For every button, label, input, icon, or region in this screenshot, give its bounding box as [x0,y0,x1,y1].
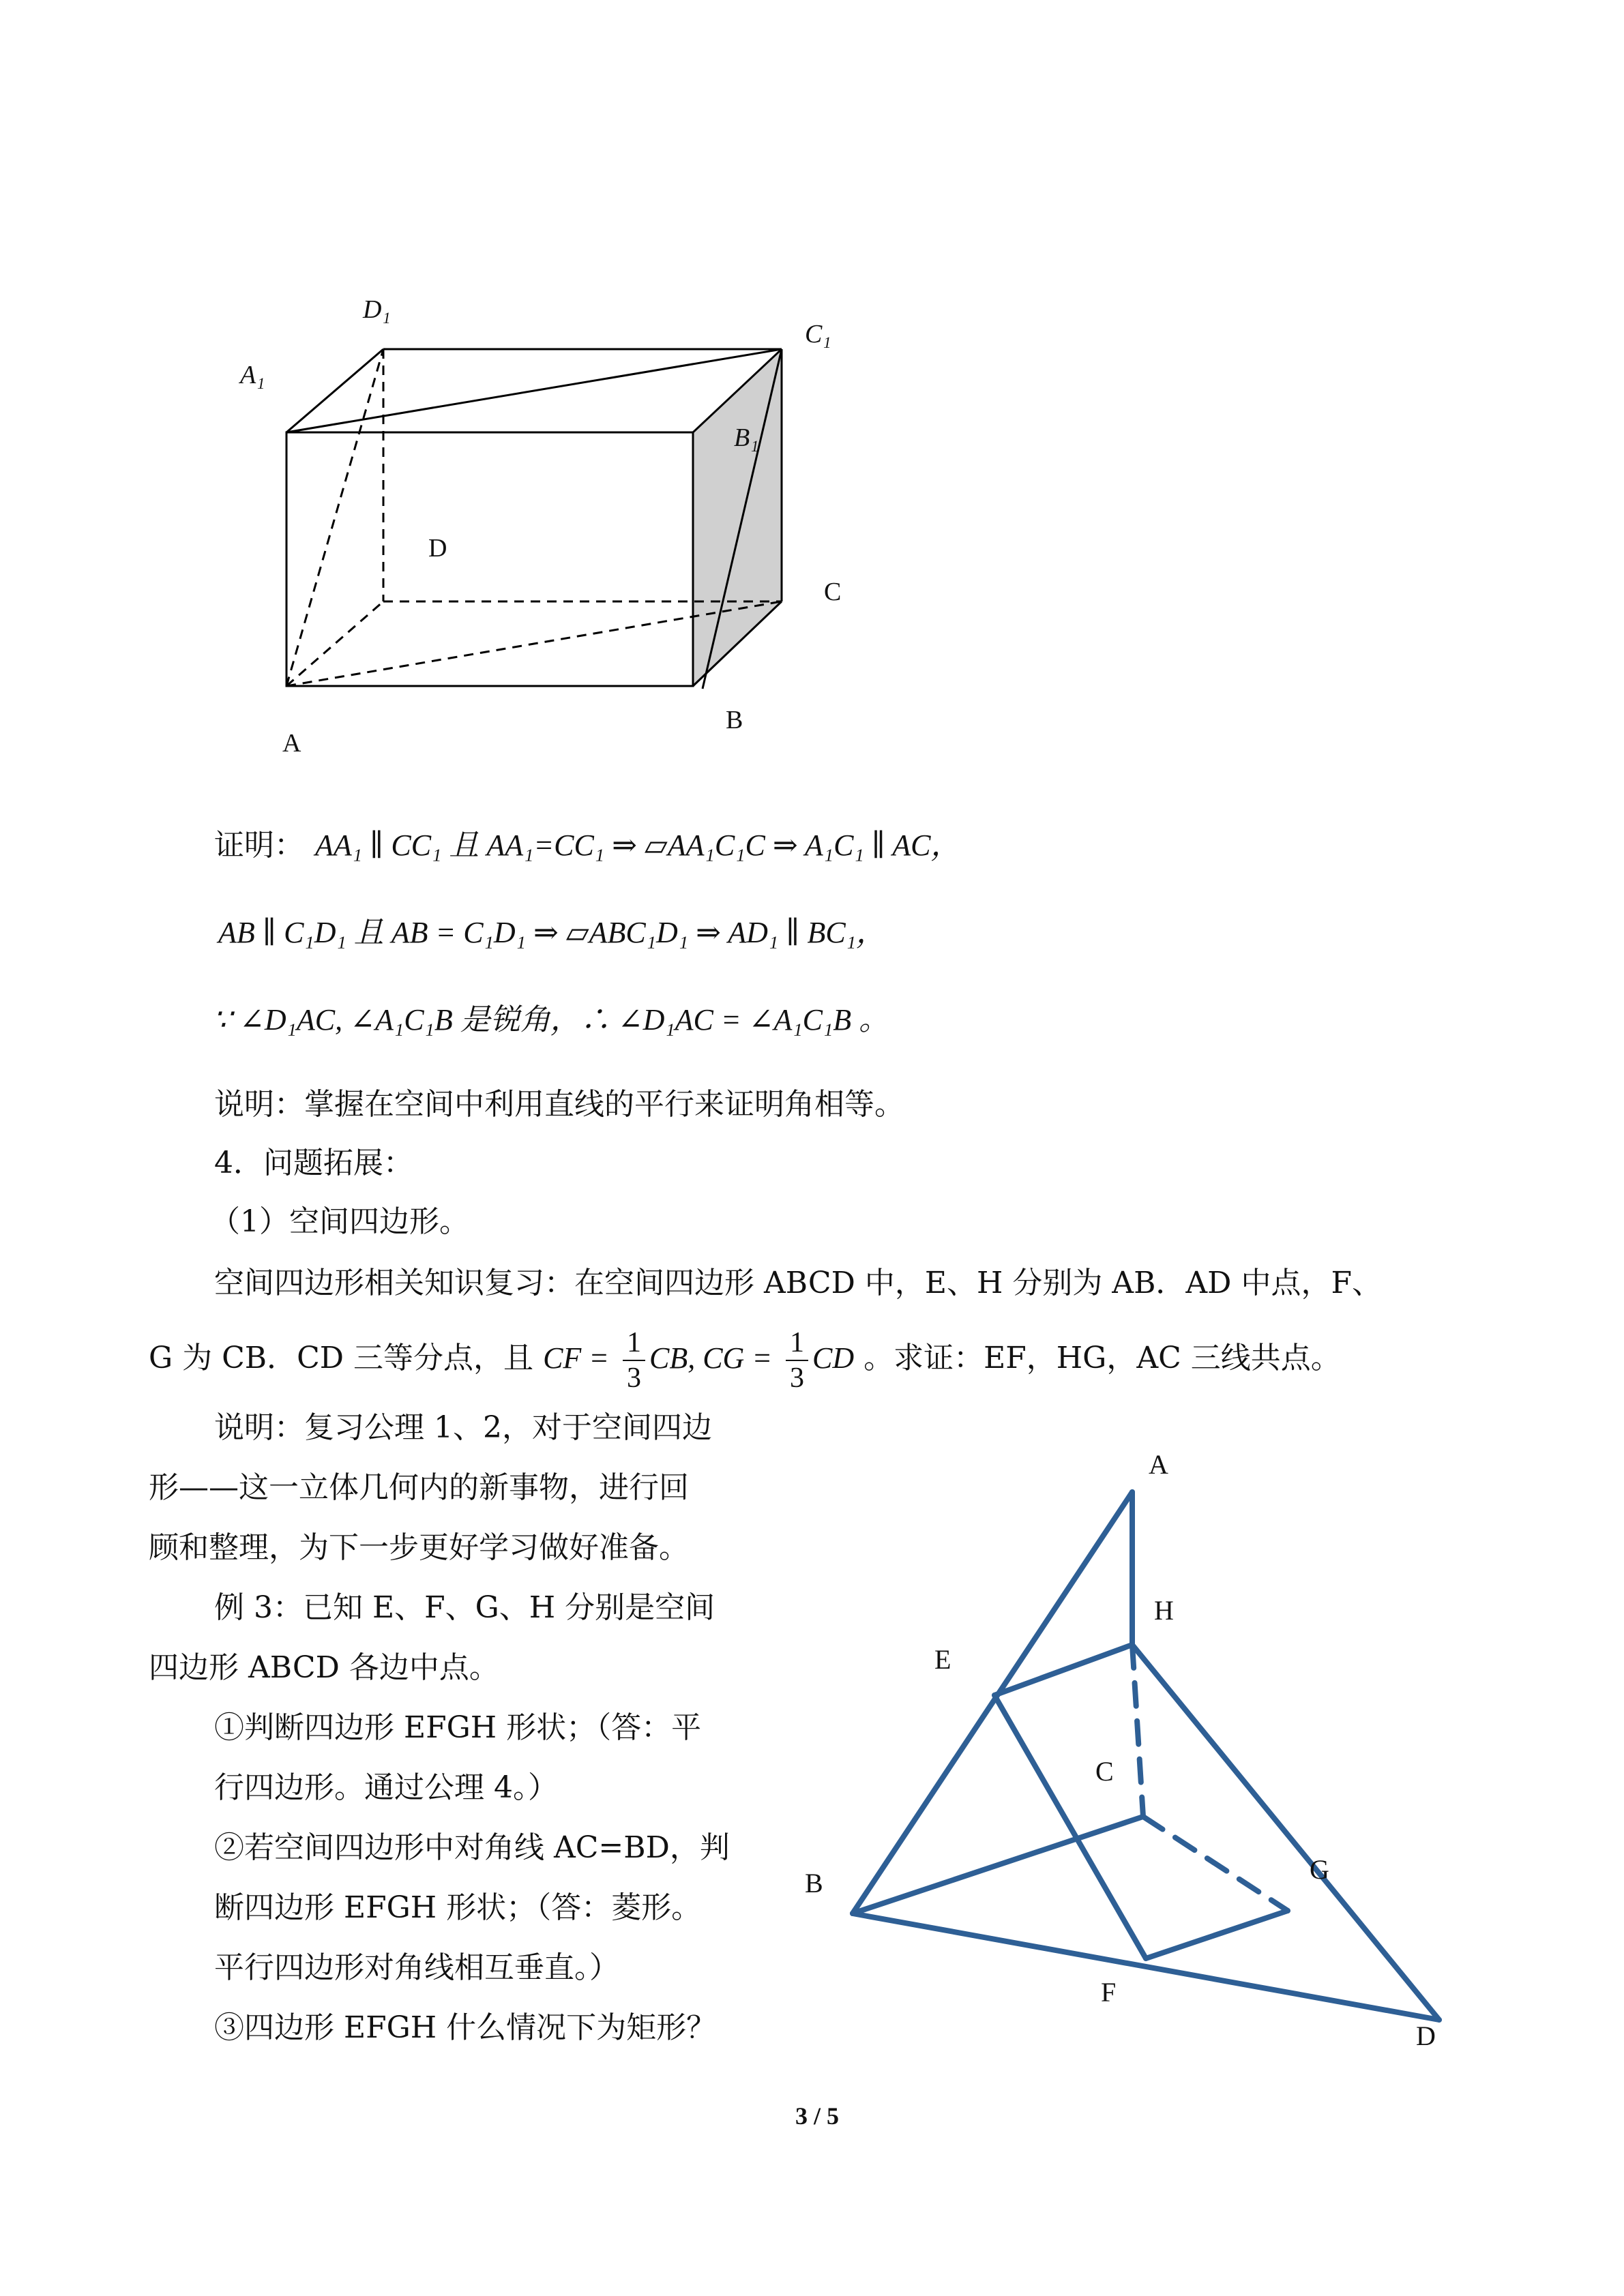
page-number: 3 / 5 [795,2102,840,2130]
note-2-line-2: 形——这一立体几何内的新事物，进行回 [149,1470,689,1505]
review-line-1: 空间四边形相关知识复习：在空间四边形 ABCD 中，E、H 分别为 AB．AD 中点，F、 [214,1266,1382,1300]
review-line-2-a: G 为 CB．CD 三等分点，且 [149,1341,534,1375]
fraction-denominator: 3 [626,1362,641,1394]
edge-h-d [1132,1645,1439,2020]
label-vertex-d: D [1416,2021,1436,2051]
note-2-line-3: 顾和整理，为下一步更好学习做好准备。 [149,1530,689,1565]
fraction-numerator: 1 [786,1326,808,1361]
cb-cg-expr: CB, CG = [649,1341,773,1375]
review-line-2-b: 。求证：EF，HG，AC 三线共点。 [863,1341,1341,1375]
label-vertex-f: F [1101,1977,1117,2008]
fraction-numerator: 1 [623,1326,645,1361]
proof-line-1-math: AA₁ ∥ CC₁ 且 AA₁=CC₁ ⇒ ▱AA₁C₁C ⇒ A₁C₁ ∥ AC， [315,829,961,862]
label-d: D [428,534,447,563]
question-2-line-1: ②若空间四边形中对角线 AC=BD，判 [214,1830,730,1865]
label-d1: D₁ [363,295,391,324]
question-2-line-2: 断四边形 EFGH 形状；（答：菱形。 [214,1890,702,1925]
section-4-heading: 4．问题拓展： [214,1146,413,1180]
subsection-1: （1）空间四边形。 [210,1204,469,1239]
example-3-line-2: 四边形 ABCD 各边中点。 [149,1650,499,1685]
label-a: A [282,729,301,758]
edge-a-b [853,1492,1132,1913]
question-1-line-1: ①判断四边形 EFGH 形状；（答：平 [214,1710,702,1745]
hidden-edge-c-g [1143,1817,1288,1911]
question-3-line-1: ③四边形 EFGH 什么情况下为矩形？ [214,2010,717,2045]
label-vertex-a: A [1149,1449,1168,1480]
label-b: B [726,706,743,734]
edge-b-d [853,1913,1439,2020]
label-a1: A₁ [240,361,265,389]
proof-line-3: ∵ ∠D₁AC, ∠A₁C₁B 是锐角，∴ ∠D₁AC = ∠A₁C₁B 。 [213,1003,889,1037]
note-2-line-1: 说明：复习公理 1、2，对于空间四边 [214,1410,712,1445]
cd-expr: CD [812,1341,855,1375]
label-vertex-g: G [1310,1854,1329,1885]
example-3-line-1: 例 3：已知 E、F、G、H 分别是空间 [214,1590,715,1625]
question-2-line-3: 平行四边形对角线相互垂直。） [214,1950,619,1985]
label-vertex-e: E [934,1644,951,1675]
proof-label: 证明： [214,828,304,863]
label-vertex-h: H [1154,1595,1174,1626]
label-vertex-b: B [805,1868,823,1898]
hidden-edge-h-c [1132,1645,1143,1817]
label-c: C [824,578,842,606]
label-c1: C₁ [805,320,831,348]
label-vertex-c: C [1095,1756,1114,1787]
proof-line-2: AB ∥ C₁D₁ 且 AB = C₁D₁ ⇒ ▱ABC₁D₁ ⇒ AD₁ ∥ BC₁， [218,916,886,949]
cf-expr: CF = [543,1341,609,1375]
note-1: 说明：掌握在空间中利用直线的平行来证明角相等。 [214,1087,904,1122]
label-b1: B₁ [734,423,759,452]
edge-e-f [994,1695,1146,1958]
edge-b-c [853,1817,1143,1913]
edge-f-g [1146,1911,1288,1958]
question-1-line-2: 行四边形。通过公理 4。） [214,1770,558,1805]
fraction-denominator: 3 [790,1362,805,1394]
